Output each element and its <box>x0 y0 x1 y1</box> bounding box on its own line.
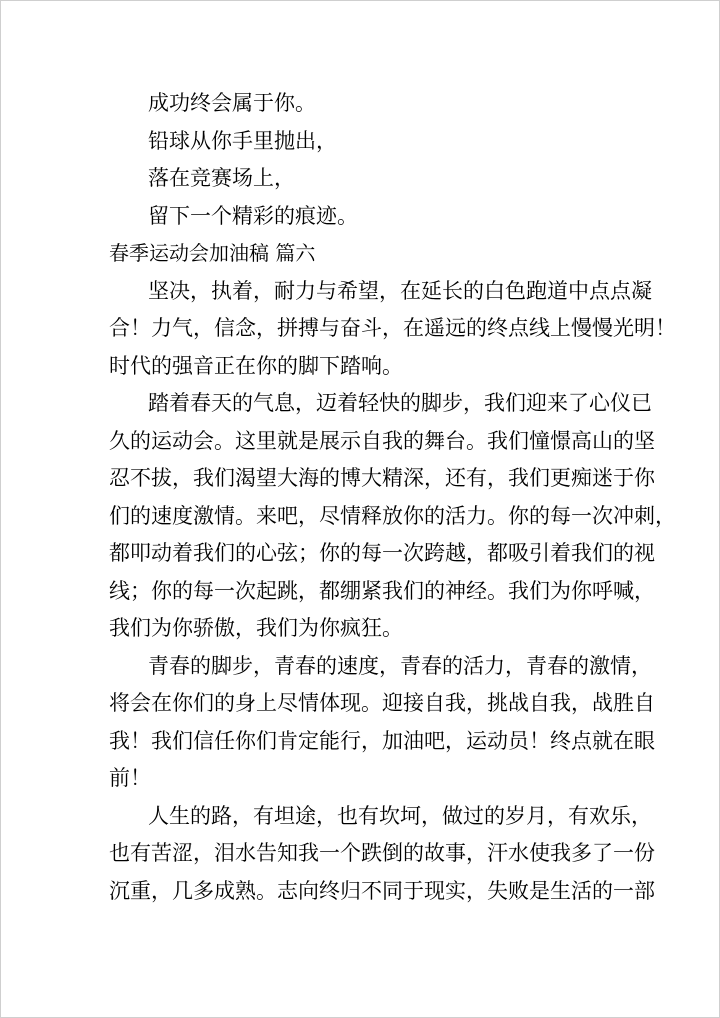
paragraph-line: 人生的路，有坦途，也有坎坷，做过的岁月，有欢乐， <box>148 803 652 828</box>
paragraph-line: 坚决，执着，耐力与希望，在延长的白色跑道中点点凝 <box>148 278 652 303</box>
section-title: 春季运动会加油稿 篇六 <box>109 241 316 265</box>
paragraph-line: 前！ <box>109 766 151 790</box>
paragraph-line: 都叩动着我们的心弦；你的每一次跨越，都吸引着我们的视 <box>109 541 655 565</box>
paragraph-line: 将会在你们的身上尽情体现。迎接自我，挑战自我，战胜自 <box>109 691 655 715</box>
paragraph <box>109 385 676 648</box>
paragraph-line: 们的速度激情。来吧，尽情释放你的活力。你的每一次冲刺， <box>109 503 676 528</box>
paragraph-line: 也有苦涩，泪水告知我一个跌倒的故事，汗水使我多了一份 <box>109 841 655 865</box>
paragraph-line: 沉重，几多成熟。志向终归不同于现实，失败是生活的一部 <box>109 878 655 903</box>
paragraph-line: 我！我们信任你们肯定能行，加油吧，运动员！终点就在眼 <box>109 728 655 753</box>
paragraph <box>109 273 676 386</box>
paragraph-line: 踏着春天的气息，迈着轻快的脚步，我们迎来了心仪已 <box>148 391 652 415</box>
document-body <box>109 85 676 910</box>
paragraph-line: 我们为你骄傲，我们为你疯狂。 <box>109 616 403 640</box>
poem-line: 铅球从你手里抛出， <box>148 128 337 153</box>
paragraph-line: 青春的脚步，青春的速度，青春的活力，青春的激情， <box>148 653 652 678</box>
paragraph-line: 忍不拔，我们渴望大海的博大精深，还有，我们更痴迷于你 <box>109 466 655 490</box>
poem-line: 成功终会属于你。 <box>148 91 316 115</box>
poem-line: 落在竞赛场上， <box>148 166 295 190</box>
paragraph-line: 合！力气，信念，拼搏与奋斗，在遥远的终点线上慢慢光明！ <box>109 316 676 340</box>
paragraph <box>109 798 655 911</box>
paragraph <box>109 648 655 798</box>
poem-line: 留下一个精彩的痕迹。 <box>148 203 358 228</box>
paragraph-line: 时代的强音正在你的脚下踏响。 <box>109 353 403 378</box>
paragraph-line: 线；你的每一次起跳，都绷紧我们的神经。我们为你呼喊， <box>109 578 655 603</box>
paragraph-line: 久的运动会。这里就是展示自我的舞台。我们憧憬高山的坚 <box>109 428 655 453</box>
